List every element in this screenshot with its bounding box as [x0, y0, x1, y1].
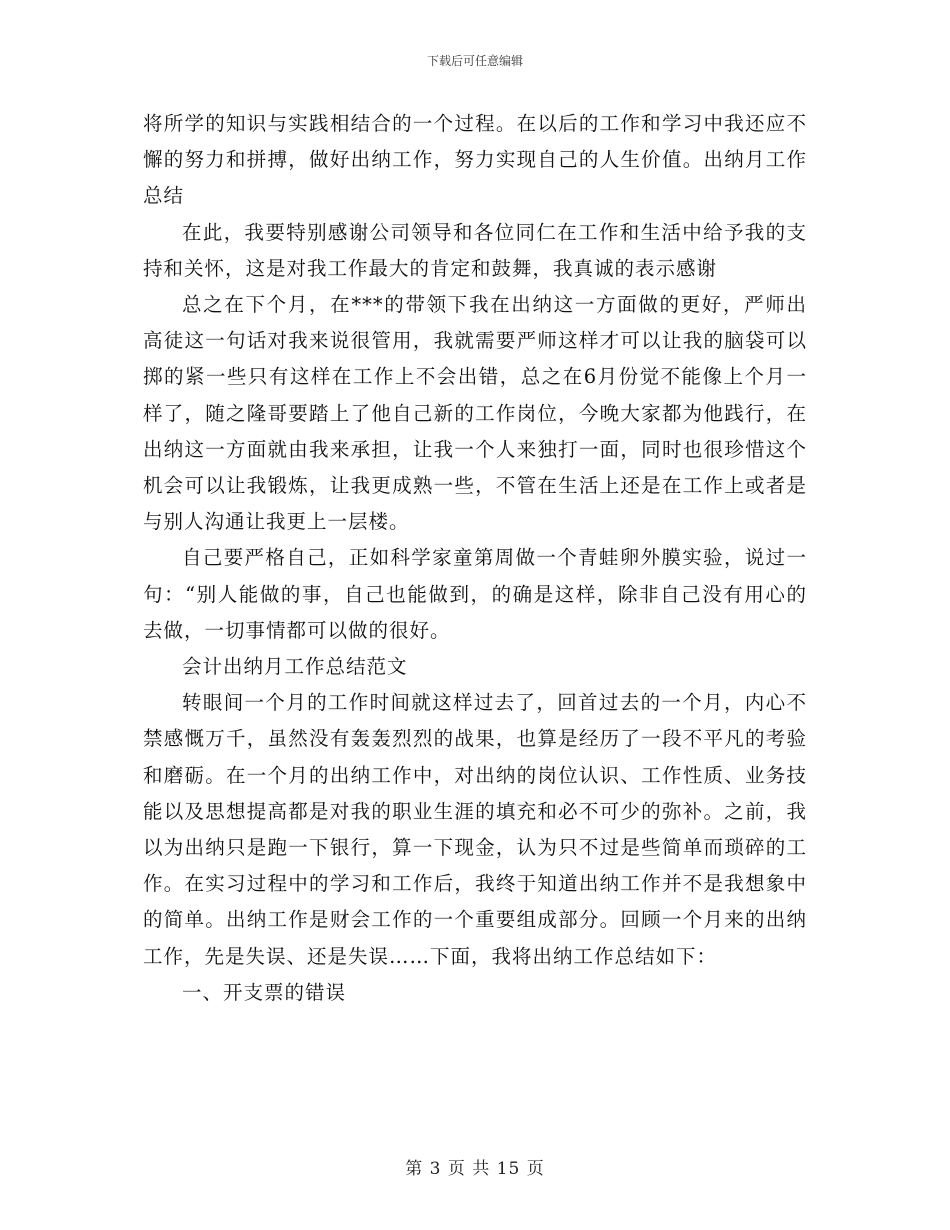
- paragraph-2: 在此，我要特别感谢公司领导和各位同仁在工作和生活中给予我的支持和关怀，这是对我工作最大的肯定和鼓舞，我真诚的表示感谢: [143, 220, 807, 280]
- page-header: 下载后可任意编辑: [426, 54, 523, 68]
- paragraph-1: 将所学的知识与实践相结合的一个过程。在以后的工作和学习中我还应不懈的努力和拼搏，做好出纳工作，努力实现自己的人生价值。出纳月工作总结: [143, 112, 807, 208]
- paragraph-4: 自己要严格自己，正如科学家童第周做一个青蛙卵外膜实验，说过一句：“别人能做的事，自己也能做到，的确是这样，除非自己没有用心的去做，一切事情都可以做的很好。: [143, 546, 807, 642]
- paragraph-5: 转眼间一个月的工作时间就这样过去了，回首过去的一个月，内心不禁感慨万千，虽然没有轰轰烈烈的战果，也算是经历了一段不平凡的考验和磨砺。在一个月的出纳工作中，对出纳的岗位认识、工作性质、业务技能以及思想提高都是对我的职业生涯的填充和必不可少的弥补。之前，我以为出纳只是跑一下银行，算一下现金，认为只不过是些简单而琐碎的工作。在实习过程中的学习和工作后，我终于知道出纳工作并不是我想象中的简单。出纳工作是财会工作的一个重要组成部分。回顾一个月来的出纳工作，先是失误、还是失误……下面，我将出纳工作总结如下：: [143, 691, 807, 968]
- subsection-heading: 一、开支票的错误: [182, 980, 347, 1004]
- paragraph-3: 总之在下个月，在***的带领下我在出纳这一方面做的更好，严师出高徒这一句话对我来说很管用，我就需要严师这样才可以让我的脑袋可以掷的紧一些只有这样在工作上不会出错，总之在6月份觉不能像上个月一样了，随之隆哥要踏上了他自己新的工作岗位，今晚大家都为他践行，在出纳这一方面就由我来承担，让我一个人来独打一面，同时也很珍惜这个机会可以让我锻炼，让我更成熟一些，不管在生活上还是在工作上或者是与别人沟通让我更上一层楼。: [143, 293, 807, 534]
- document-body: [143, 106, 807, 1011]
- section-heading: 会计出纳月工作总结范文: [182, 655, 408, 679]
- page-footer: 第 3 页 共 15 页: [405, 1159, 545, 1179]
